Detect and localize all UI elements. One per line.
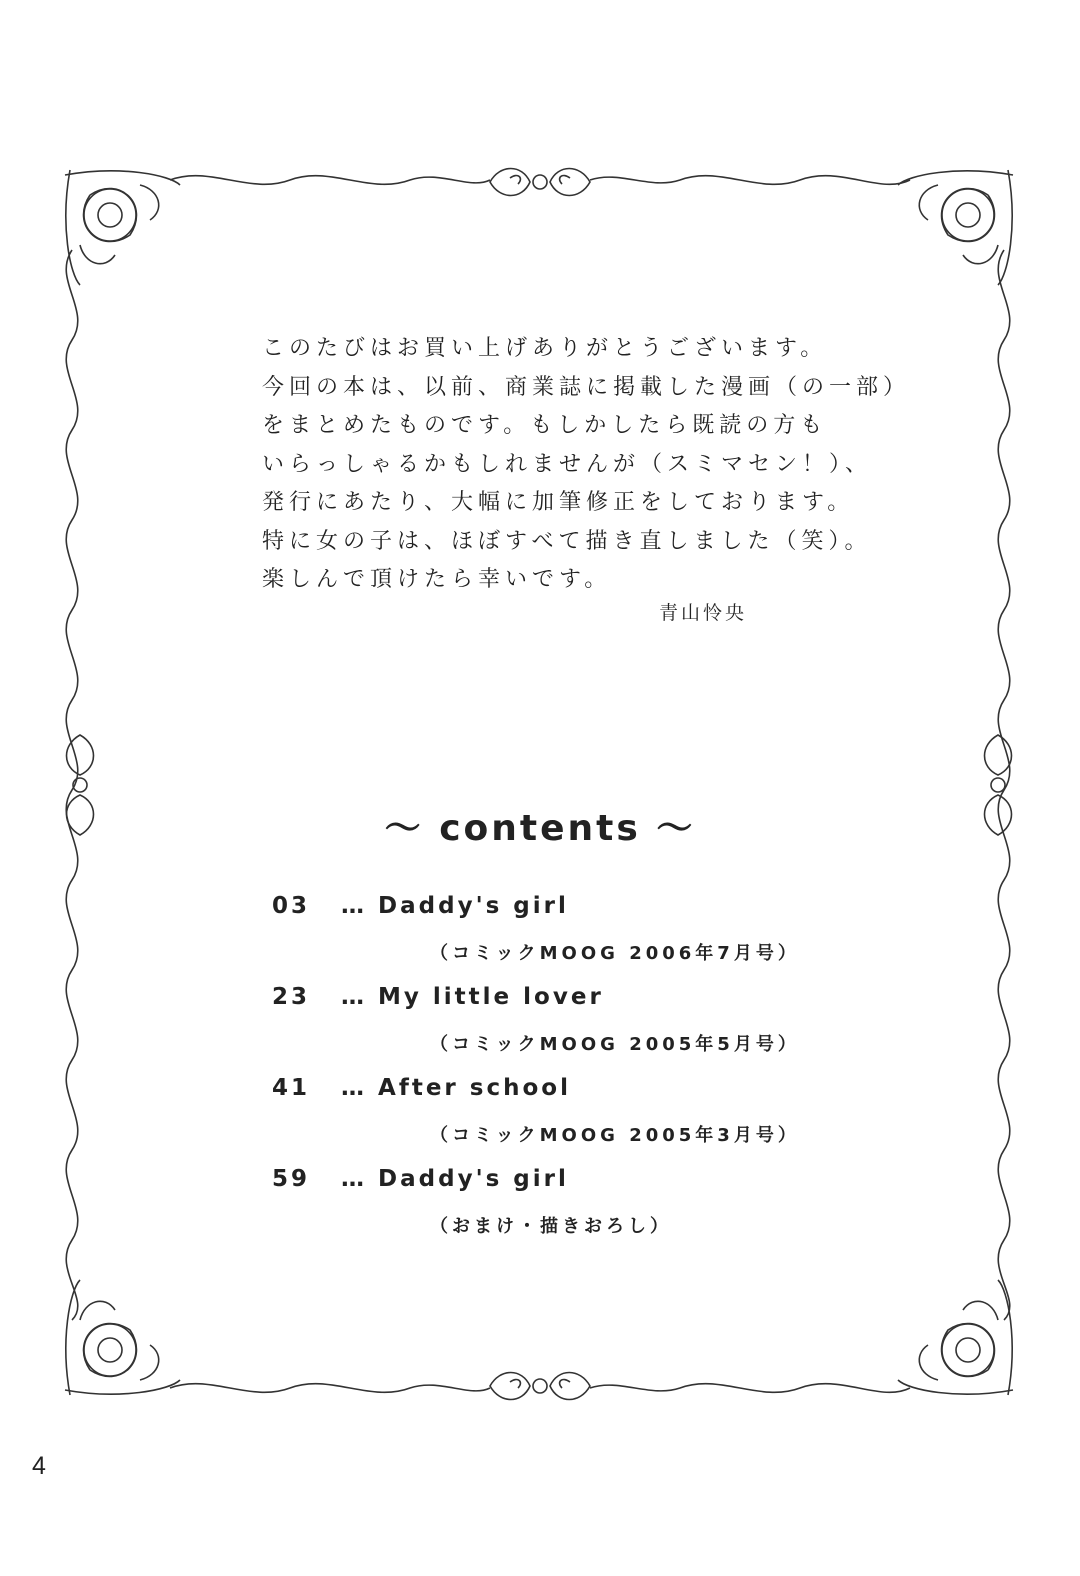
message-line: 特に女の子は、ほぼすべて描き直しました（笑）。	[262, 528, 872, 554]
author-signature: 青山怜央	[658, 602, 747, 624]
toc-entry	[272, 1166, 672, 1237]
page-number: 4	[32, 1452, 46, 1480]
message-line: いらっしゃるかもしれませんが（スミマセン！）、	[262, 451, 873, 477]
toc-note: （コミックMOOG 2006年7月号）	[430, 943, 800, 964]
toc-title: Daddy's girl	[378, 1166, 569, 1192]
toc-page-number: 59	[272, 1166, 311, 1192]
toc-note: （おまけ・描きおろし）	[430, 1216, 672, 1237]
toc-separator: …	[341, 984, 368, 1010]
toc-note: （コミックMOOG 2005年5月号）	[430, 1034, 800, 1055]
contents-title: ～ contents ～	[384, 808, 696, 849]
toc-separator: …	[341, 893, 368, 919]
toc-page-number: 41	[272, 1075, 311, 1101]
message-line: このたびはお買い上げありがとうございます。	[262, 336, 828, 361]
message-line: 楽しんで頂けたら幸いです。	[262, 567, 612, 592]
message-line: 発行にあたり、大幅に加筆修正をしております。	[262, 490, 855, 515]
toc-page-number: 03	[272, 893, 311, 919]
toc-page-number: 23	[272, 984, 311, 1010]
toc-separator: …	[341, 1075, 368, 1101]
toc-title: After school	[378, 1075, 571, 1101]
message-line: をまとめたものです。もしかしたら既読の方も	[262, 413, 828, 438]
toc-note: （コミックMOOG 2005年3月号）	[430, 1125, 800, 1146]
toc-title: My little lover	[378, 984, 604, 1010]
toc-separator: …	[341, 1166, 368, 1192]
toc-entry	[272, 984, 800, 1055]
message-line: 今回の本は、以前、商業誌に掲載した漫画（の一部）	[262, 374, 911, 400]
toc-title: Daddy's girl	[378, 893, 569, 919]
toc-entry	[272, 893, 800, 964]
toc-entry	[272, 1075, 800, 1146]
author-message	[262, 330, 911, 600]
